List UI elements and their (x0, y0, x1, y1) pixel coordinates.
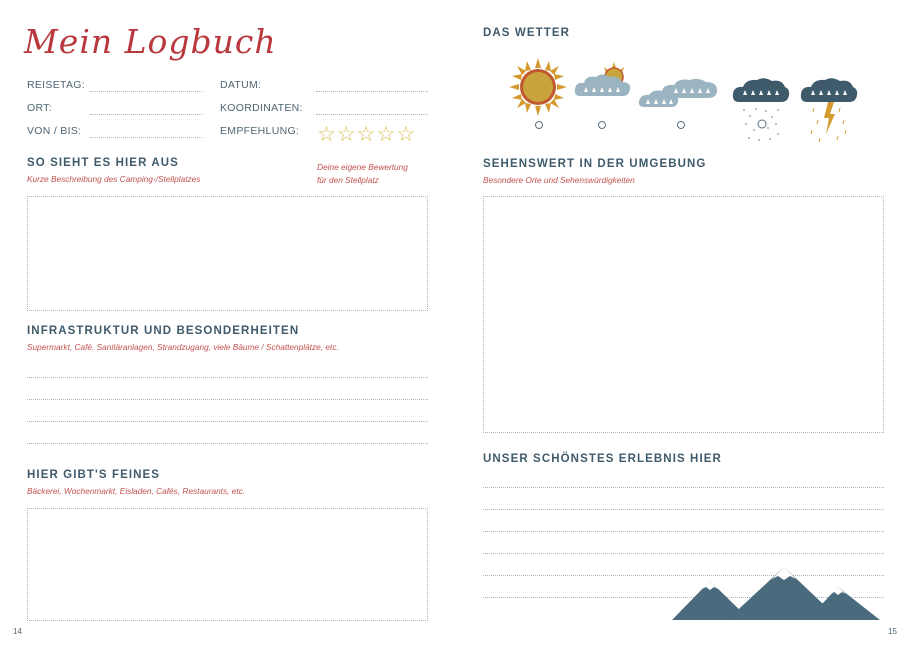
page-number-left: 14 (13, 627, 22, 636)
section-sub-sehenswert: Besondere Orte und Sehenswürdigkeiten (483, 175, 635, 185)
weather-checkbox-sun-cloud[interactable] (598, 121, 606, 129)
rating-note-line1: Deine eigene Bewertung (317, 162, 408, 172)
star-icon[interactable]: ☆ (356, 123, 376, 146)
section-heading-infrastruktur: INFRASTRUKTUR UND BESONDERHEITEN (27, 325, 300, 337)
section-sub-camping: Kurze Beschreibung des Camping-/Stellplatzes (27, 174, 201, 184)
sun-behind-rain-cloud-icon[interactable] (574, 62, 632, 100)
write-line[interactable] (483, 487, 884, 488)
label-datum: DATUM: (220, 79, 262, 91)
star-icon[interactable]: ☆ (396, 123, 416, 146)
label-koordinaten: KOORDINATEN: (220, 102, 303, 114)
section-heading-feines: HIER GIBT'S FEINES (27, 469, 161, 481)
write-line[interactable] (483, 553, 884, 554)
field-koordinaten[interactable] (316, 114, 428, 115)
star-icon[interactable]: ☆ (376, 123, 396, 146)
snow-cloud-icon[interactable] (732, 76, 790, 146)
label-reisetag: REISETAG: (27, 79, 85, 91)
section-sub-feines: Bäckerei, Wochenmarkt, Eisladen, Cafés, Restaurants, etc. (27, 486, 246, 496)
page-title: Mein Logbuch (24, 22, 277, 61)
label-empfehlung: EMPFEHLUNG: (220, 125, 300, 137)
write-line[interactable] (483, 509, 884, 510)
field-datum[interactable] (316, 91, 428, 92)
write-line[interactable] (483, 531, 884, 532)
weather-checkbox-sun[interactable] (535, 121, 543, 129)
field-reisetag[interactable] (90, 91, 202, 92)
write-line[interactable] (27, 377, 428, 378)
rating-stars[interactable] (317, 124, 415, 146)
thunderstorm-icon[interactable] (800, 76, 858, 146)
weather-heading: DAS WETTER (483, 27, 571, 39)
textbox-sehenswert[interactable] (483, 196, 884, 433)
label-von-bis: VON / BIS: (27, 125, 82, 137)
page-number-right: 15 (888, 627, 897, 636)
write-line[interactable] (27, 443, 428, 444)
rating-note (317, 161, 408, 187)
label-ort: ORT: (27, 102, 52, 114)
weather-checkbox-rain[interactable] (677, 121, 685, 129)
field-ort[interactable] (90, 114, 202, 115)
write-line[interactable] (27, 399, 428, 400)
section-heading-camping: SO SIEHT ES HIER AUS (27, 157, 179, 169)
field-von-bis[interactable] (90, 137, 202, 138)
section-heading-sehenswert: SEHENSWERT IN DER UMGEBUNG (483, 158, 707, 170)
textbox-feines[interactable] (27, 508, 428, 621)
rating-note-line2: für den Stellplatz (317, 175, 379, 185)
sun-icon[interactable] (509, 58, 567, 116)
rain-clouds-icon[interactable] (638, 76, 718, 108)
section-heading-erlebnis: UNSER SCHÖNSTES ERLEBNIS HIER (483, 453, 722, 465)
textbox-camping[interactable] (27, 196, 428, 311)
write-line[interactable] (27, 421, 428, 422)
star-icon[interactable]: ☆ (336, 123, 356, 146)
section-sub-infrastruktur: Supermarkt, Café, Sanitäranlagen, Strandzugang, viele Bäume / Schattenplätze, etc. (27, 342, 339, 352)
star-icon[interactable]: ☆ (317, 123, 336, 146)
mountains-illustration (672, 565, 882, 621)
